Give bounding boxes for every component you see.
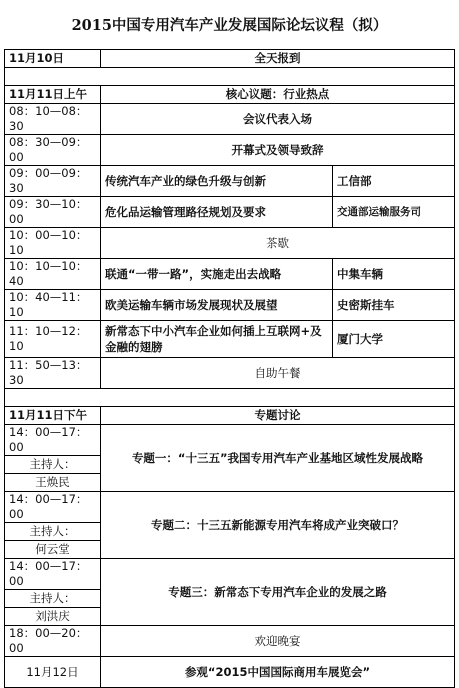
table-row [5, 290, 455, 321]
session-time: 14：00—17：00 [5, 425, 101, 456]
session-topic: 专题三：新常态下专用汽车企业的发展之路 [101, 559, 455, 626]
session-host: 王焕民 [5, 474, 101, 492]
row-speaker: 工信部 [333, 166, 455, 197]
spacer [5, 68, 455, 86]
table-row [5, 358, 455, 389]
spacer [5, 389, 455, 407]
morning-heading-event: 核心议题：行业热点 [101, 86, 455, 104]
day1-event: 全天报到 [101, 50, 455, 68]
row-time: 09：00—09：30 [5, 166, 101, 197]
row-speaker: 史密斯挂车 [333, 290, 455, 321]
session-time: 14：00—17：00 [5, 559, 101, 590]
table-row [5, 321, 455, 358]
table-row [5, 104, 455, 135]
table-row [5, 228, 455, 259]
row-event: 联通“一带一路”，实施走出去战略 [101, 259, 333, 290]
session-row [5, 425, 455, 456]
morning-heading: 11月11日上午 [5, 86, 101, 104]
row-event: 会议代表入场 [101, 104, 455, 135]
session-host-label: 主持人： [5, 456, 101, 474]
agenda-table [4, 49, 455, 688]
row-event: 欧美运输车辆市场发展现状及展望 [101, 290, 333, 321]
row-speaker: 交通部运输服务司 [333, 197, 455, 228]
row-event: 危化品运输管理路径规划及要求 [101, 197, 333, 228]
row-time: 10：40—11：10 [5, 290, 101, 321]
table-row [5, 166, 455, 197]
afternoon-header-row [5, 407, 455, 425]
row-time: 08：30—09：00 [5, 135, 101, 166]
row-event: 自助午餐 [101, 358, 455, 389]
day3-event: 参观“2015中国国际商用车展览会” [101, 657, 455, 688]
row-speaker: 中集车辆 [333, 259, 455, 290]
dinner-event: 欢迎晚宴 [101, 626, 455, 657]
row-time: 11：50—13：30 [5, 358, 101, 389]
session-host: 刘洪庆 [5, 608, 101, 626]
row-event: 茶歇 [101, 228, 455, 259]
agenda-title: 2015中国专用汽车产业发展国际论坛议程（拟） [71, 17, 388, 34]
dinner-time: 18：00—20：00 [5, 626, 101, 657]
afternoon-heading-event: 专题讨论 [101, 407, 455, 425]
row-time: 08：10—08：30 [5, 104, 101, 135]
day1-row [5, 50, 455, 68]
row-event: 新常态下中小汽车企业如何插上互联网+及金融的翅膀 [101, 321, 333, 358]
session-row [5, 492, 455, 523]
session-topic: 专题二：十三五新能源专用汽车将成产业突破口？ [101, 492, 455, 559]
row-time: 10：00—10：10 [5, 228, 101, 259]
table-row [5, 197, 455, 228]
row-time: 10：10—10：40 [5, 259, 101, 290]
table-row [5, 135, 455, 166]
day1-date: 11月10日 [5, 50, 101, 68]
afternoon-heading: 11月11日下午 [5, 407, 101, 425]
row-event: 开幕式及领导致辞 [101, 135, 455, 166]
session-host-label: 主持人： [5, 590, 101, 608]
day3-date: 11月12日 [5, 657, 101, 688]
session-row [5, 559, 455, 590]
session-host: 何云堂 [5, 541, 101, 559]
day3-row [5, 657, 455, 688]
table-row [5, 259, 455, 290]
row-time: 11：10—12：10 [5, 321, 101, 358]
session-topic: 专题一：“十三五”我国专用汽车产业基地区域性发展战略 [101, 425, 455, 492]
row-time: 09：30—10：00 [5, 197, 101, 228]
session-time: 14：00—17：00 [5, 492, 101, 523]
dinner-row [5, 626, 455, 657]
morning-header-row [5, 86, 455, 104]
row-event: 传统汽车产业的绿色升级与创新 [101, 166, 333, 197]
session-host-label: 主持人： [5, 523, 101, 541]
row-speaker: 厦门大学 [333, 321, 455, 358]
